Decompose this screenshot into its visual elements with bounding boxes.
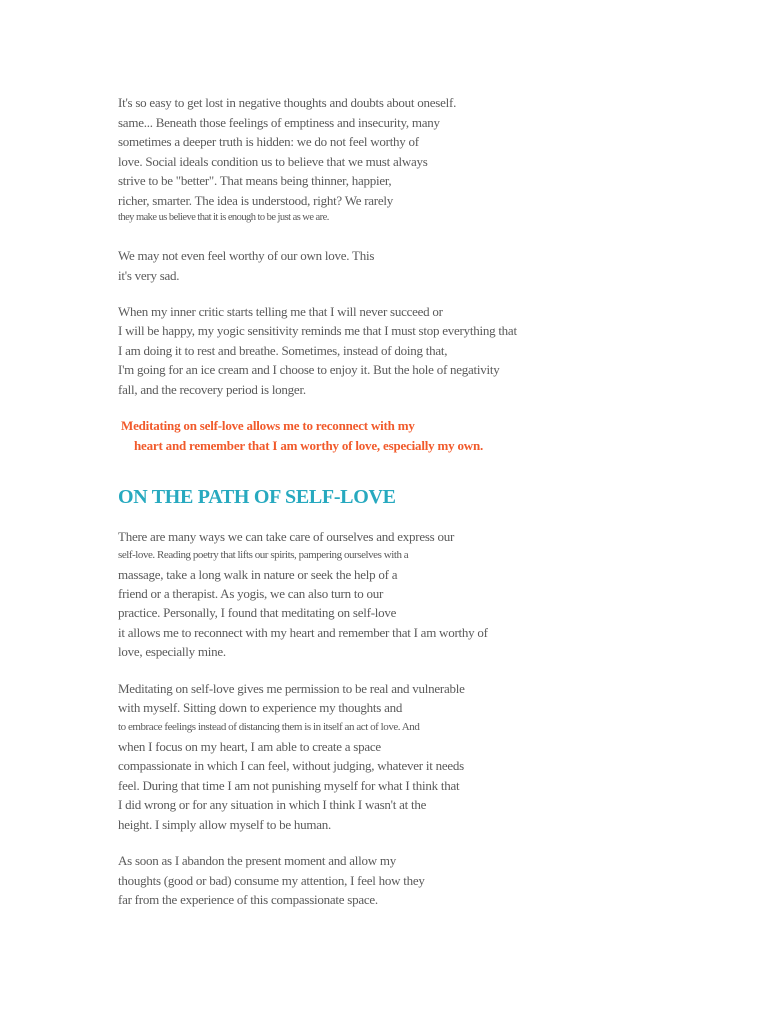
quote-line: Meditating on self-love allows me to reconnect with my [121,418,415,433]
text-line: self-love. Reading poetry that lifts our spirits, pampering ourselves with a [118,549,409,561]
text-line: strive to be "better". That means being thinner, happier, [118,173,392,188]
text-line: I am doing it to rest and breathe. Sometimes, instead of doing that, [118,343,448,358]
text-line: fall, and the recovery period is longer. [118,382,306,397]
text-line: sometimes a deeper truth is hidden: we do not feel worthy of [118,134,419,149]
text-line: practice. Personally, I found that meditating on self-love [118,605,397,620]
text-line: When my inner critic starts telling me that I will never succeed or [118,304,443,319]
text-line: I'm going for an ice cream and I choose to enjoy it. But the hole of negativity [118,362,500,377]
text-line: love, especially mine. [118,644,226,659]
text-line: There are many ways we can take care of ourselves and express our [118,529,455,544]
text-line: It's so easy to get lost in negative thoughts and doubts about oneself. [118,95,457,110]
text-line: We may not even feel worthy of our own love. This [118,248,375,263]
text-line: thoughts (good or bad) consume my attention, I feel how they [118,873,425,888]
text-line: compassionate in which I can feel, without judging, whatever it needs [118,758,464,773]
text-line: love. Social ideals condition us to believe that we must always [118,154,428,169]
section-heading: ON THE PATH OF SELF-LOVE [118,486,396,508]
text-line: far from the experience of this compassionate space. [118,892,378,907]
text-line: friend or a therapist. As yogis, we can also turn to our [118,586,384,601]
text-line: they make us believe that it is enough to be just as we are. [118,212,329,223]
text-line: it allows me to reconnect with my heart and remember that I am worthy of [118,625,488,640]
text-line: height. I simply allow myself to be human. [118,817,331,832]
text-line: massage, take a long walk in nature or seek the help of a [118,567,398,582]
text-line: I will be happy, my yogic sensitivity reminds me that I must stop everything that [118,323,517,338]
text-line: with myself. Sitting down to experience my thoughts and [118,700,403,715]
text-line: when I focus on my heart, I am able to create a space [118,739,381,754]
text-line: to embrace feelings instead of distancing them is in itself an act of love. And [118,721,420,733]
text-line: Meditating on self-love gives me permission to be real and vulnerable [118,681,465,696]
text-line: same... Beneath those feelings of emptiness and insecurity, many [118,115,440,130]
text-line: As soon as I abandon the present moment and allow my [118,853,396,868]
text-line: richer, smarter. The idea is understood, right? We rarely [118,193,394,208]
text-line: feel. During that time I am not punishing myself for what I think that [118,778,460,793]
text-line: I did wrong or for any situation in which I think I wasn't at the [118,797,427,812]
quote-line: heart and remember that I am worthy of love, especially my own. [134,438,484,453]
text-line: it's very sad. [118,268,180,283]
